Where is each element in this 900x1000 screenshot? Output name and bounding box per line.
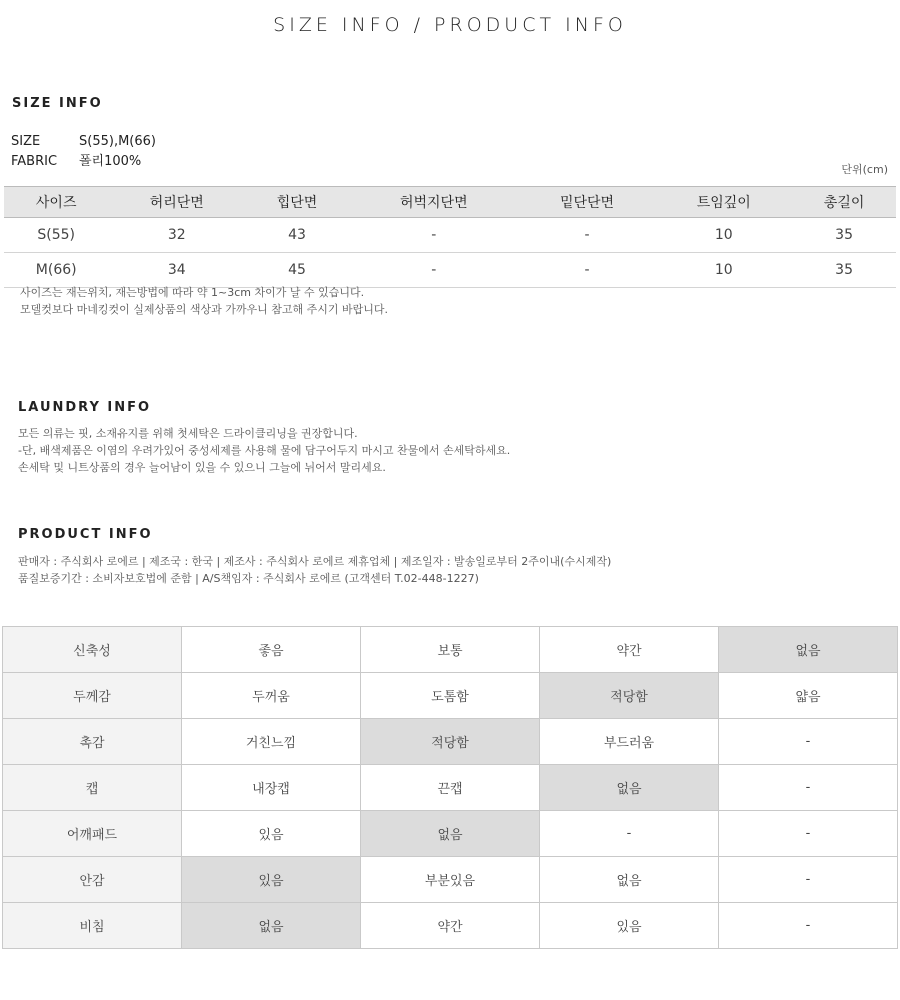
column-header: 사이즈 (4, 187, 108, 218)
spec-label: SIZE (11, 134, 41, 149)
property-option: 없음 (361, 811, 540, 857)
table-cell: 34 (108, 253, 245, 288)
laundry-notes (18, 425, 510, 476)
table-cell: - (519, 218, 656, 253)
note-line: 품질보증기간 : 소비자보호법에 준함 | A/S책임자 : 주식회사 로에르 (고객센터 T.02-448-1227) (18, 572, 479, 585)
property-option: - (719, 719, 898, 765)
table-cell: 32 (108, 218, 245, 253)
property-option: 없음 (540, 857, 719, 903)
property-row (3, 719, 898, 765)
table-cell: S(55) (4, 218, 108, 253)
property-option: 좋음 (182, 627, 361, 673)
note-line: -단, 배색제품은 이염의 우려가있어 중성세제를 사용해 물에 담구어두지 마시고 찬물에서 손세탁하세요. (18, 444, 511, 457)
column-header: 총길이 (792, 187, 896, 218)
product-notes (18, 553, 611, 587)
property-label: 캡 (3, 765, 182, 811)
table-cell: 45 (245, 253, 349, 288)
note-line: 모든 의류는 핏, 소재유지를 위해 첫세탁은 드라이클리닝을 권장합니다. (18, 427, 358, 440)
note-line: 사이즈는 재는위치, 재는방법에 따라 약 1~3cm 차이가 날 수 있습니다. (20, 286, 365, 299)
property-option: 거친느낌 (182, 719, 361, 765)
property-label: 촉감 (3, 719, 182, 765)
table-cell: - (349, 253, 519, 288)
table-row (4, 218, 896, 253)
size-notes (20, 284, 388, 318)
table-cell: 35 (792, 218, 896, 253)
column-header: 힙단면 (245, 187, 349, 218)
spec-label: FABRIC (11, 154, 58, 169)
property-row (3, 673, 898, 719)
property-option: 적당함 (540, 673, 719, 719)
spec-value: S(55),M(66) (79, 134, 156, 149)
property-option: 내장캡 (182, 765, 361, 811)
property-option: 부분있음 (361, 857, 540, 903)
property-row (3, 903, 898, 949)
column-header: 허리단면 (108, 187, 245, 218)
size-info-title: SIZE INFO (12, 96, 103, 111)
property-option: - (719, 903, 898, 949)
size-table (4, 186, 896, 288)
property-option: 두꺼움 (182, 673, 361, 719)
property-option: - (540, 811, 719, 857)
property-option: 끈캡 (361, 765, 540, 811)
table-cell: - (349, 218, 519, 253)
column-header: 밑단단면 (519, 187, 656, 218)
property-option: - (719, 811, 898, 857)
property-option: 적당함 (361, 719, 540, 765)
property-option: 약간 (361, 903, 540, 949)
size-table-header (4, 187, 896, 218)
spec-value: 폴리100% (79, 154, 142, 169)
table-cell: M(66) (4, 253, 108, 288)
product-info-title: PRODUCT INFO (18, 527, 153, 542)
property-option: - (719, 765, 898, 811)
table-row (4, 253, 896, 288)
note-line: 모델컷보다 마네킹컷이 실제상품의 색상과 가까우니 참고해 주시기 바랍니다. (20, 303, 389, 316)
property-row (3, 765, 898, 811)
column-header: 트임깊이 (655, 187, 792, 218)
property-row (3, 857, 898, 903)
table-cell: 43 (245, 218, 349, 253)
table-cell: 35 (792, 253, 896, 288)
property-option: 보통 (361, 627, 540, 673)
property-option: 부드러움 (540, 719, 719, 765)
spec-size-row (11, 134, 156, 149)
column-header: 허벅지단면 (349, 187, 519, 218)
property-label: 안감 (3, 857, 182, 903)
table-cell: 10 (655, 218, 792, 253)
property-option: 있음 (182, 811, 361, 857)
laundry-info-title: LAUNDRY INFO (18, 400, 152, 415)
property-option: 있음 (540, 903, 719, 949)
property-label: 어깨패드 (3, 811, 182, 857)
property-label: 신축성 (3, 627, 182, 673)
spec-fabric-row (11, 150, 141, 169)
note-line: 판매자 : 주식회사 로에르 | 제조국 : 한국 | 제조사 : 주식회사 로에르 제휴업체 | 제조일자 : 발송일로부터 2주이내(수시제작) (18, 555, 612, 568)
property-label: 두께감 (3, 673, 182, 719)
note-line: 손세탁 및 니트상품의 경우 늘어남이 있을 수 있으니 그늘에 뉘어서 말리세요. (18, 461, 386, 474)
table-cell: 10 (655, 253, 792, 288)
property-option: 있음 (182, 857, 361, 903)
page-title: SIZE INFO / PRODUCT INFO (273, 14, 627, 36)
property-option: 없음 (540, 765, 719, 811)
unit-label: 단위(cm) (841, 163, 888, 176)
property-option: 없음 (719, 627, 898, 673)
property-table (2, 626, 898, 949)
property-option: 도톰함 (361, 673, 540, 719)
property-label: 비침 (3, 903, 182, 949)
property-row (3, 627, 898, 673)
table-cell: - (519, 253, 656, 288)
property-option: 약간 (540, 627, 719, 673)
property-row (3, 811, 898, 857)
property-option: - (719, 857, 898, 903)
property-option: 얇음 (719, 673, 898, 719)
property-option: 없음 (182, 903, 361, 949)
